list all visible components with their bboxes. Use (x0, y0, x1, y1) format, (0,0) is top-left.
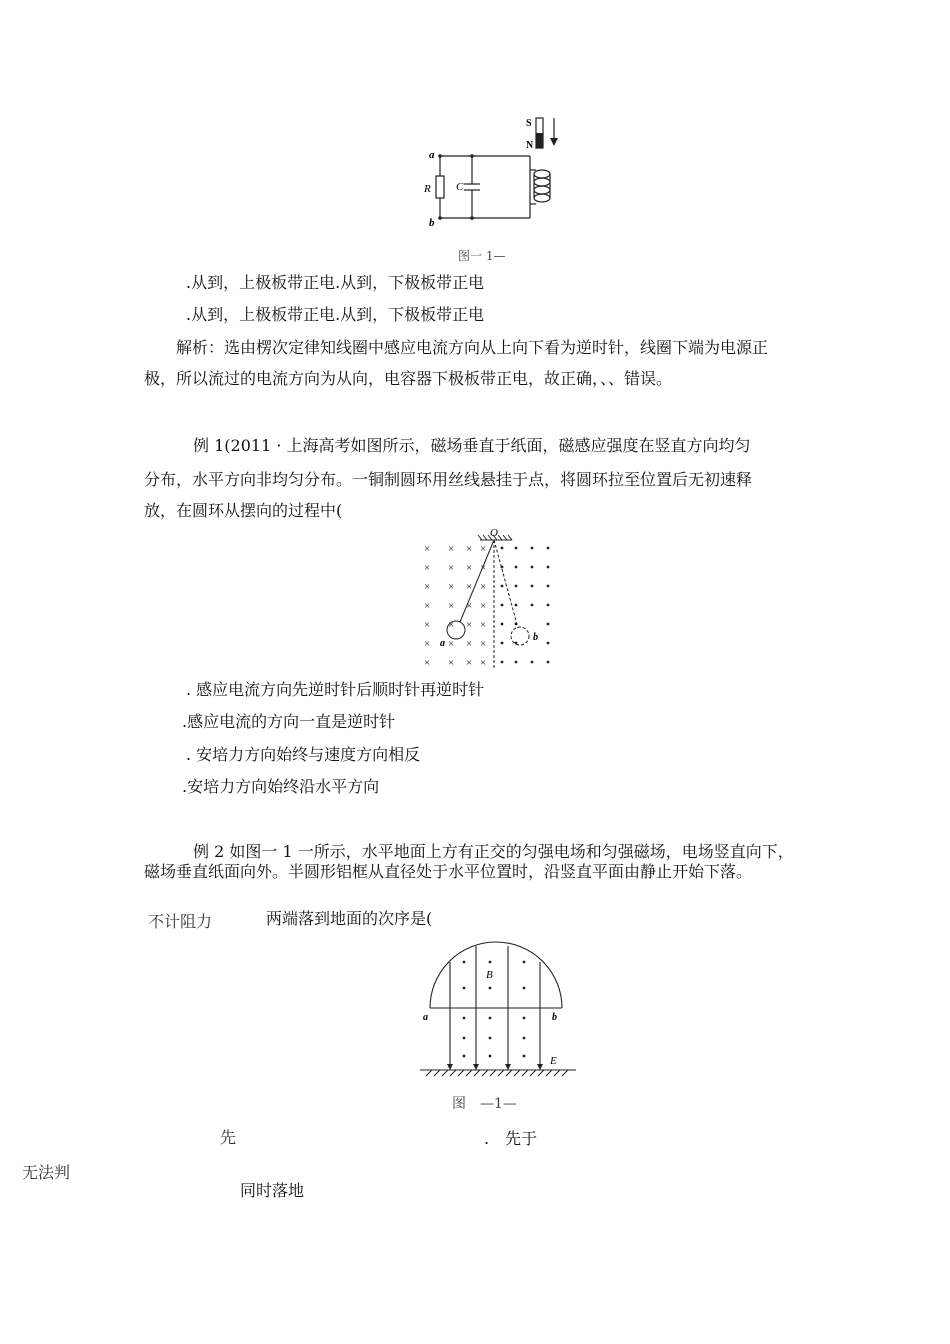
svg-text:×: × (466, 600, 473, 612)
analysis-line: 极，所以流过的电流方向为从向，电容器下极板带正电，故正确，、、错误。 (144, 369, 673, 388)
svg-text:×: × (480, 657, 487, 669)
circuit-figure (420, 108, 560, 238)
example2-option: . 先于 (484, 1129, 538, 1148)
svg-text:×: × (466, 543, 473, 555)
figure1-caption: 图一 1— (458, 249, 506, 263)
svg-text:×: × (466, 562, 473, 574)
figure3-caption: 图 —1— (452, 1096, 517, 1112)
label-a: a (429, 149, 435, 161)
example2-line: 例 2 如图一 1 一所示，水平地面上方有正交的匀强电场和匀强磁场，电场竖直向下， (193, 842, 794, 861)
example1-option: . 感应电流方向先逆时针后顺时针再逆时针 (186, 680, 485, 699)
analysis-line: 解析：选由楞次定律知线圈中感应电流方向从上向下看为逆时针，线圈下端为电源正 (176, 338, 769, 357)
svg-text:×: × (448, 638, 455, 650)
svg-text:×: × (466, 619, 473, 631)
svg-text:×: × (424, 562, 431, 574)
svg-text:×: × (448, 562, 455, 574)
label-a: a (440, 638, 445, 649)
svg-text:×: × (480, 619, 487, 631)
svg-text:×: × (480, 543, 487, 555)
example2-option: 同时落地 (240, 1181, 305, 1200)
svg-text:×: × (424, 581, 431, 593)
svg-text:×: × (480, 638, 487, 650)
label-R: R (424, 183, 431, 195)
label-b: b (429, 217, 435, 229)
svg-text:×: × (466, 638, 473, 650)
example1-option: . 安培力方向始终与速度方向相反 (186, 745, 421, 764)
svg-text:×: × (448, 581, 455, 593)
label-E: E (550, 1055, 557, 1067)
example2-option: 先 (220, 1128, 237, 1147)
example1-option: .安培力方向始终沿水平方向 (182, 777, 380, 796)
svg-text:×: × (424, 619, 431, 631)
option-line: .从到，上极板带正电.从到，下极板带正电 (186, 305, 485, 324)
label-O: O (490, 528, 498, 539)
label-b: b (552, 1012, 557, 1023)
svg-text:×: × (480, 600, 487, 612)
svg-text:×: × (448, 619, 455, 631)
example2-line: 磁场垂直纸面向外。半圆形铝框从直径处于水平位置时，沿竖直平面由静止开始下落。 (144, 862, 753, 881)
svg-text:×: × (424, 600, 431, 612)
label-C: C (456, 181, 464, 193)
label-N: N (526, 140, 534, 151)
example2-line: 不计阻力 (148, 912, 213, 931)
label-b: b (533, 632, 538, 643)
svg-text:×: × (480, 562, 487, 574)
example2-line: 两端落到地面的次序是( (266, 909, 433, 928)
example1-line: 例 1(2011 · 上海高考如图所示，磁场垂直于纸面，磁感应强度在竖直方向均匀 (193, 436, 751, 455)
example1-line: 分布，水平方向非均匀分布。一铜制圆环用丝线悬挂于点，将圆环拉至位置后无初速释 (144, 470, 753, 489)
svg-text:×: × (448, 600, 455, 612)
svg-text:×: × (466, 657, 473, 669)
option-line: .从到，上极板带正电.从到，下极板带正电 (186, 273, 485, 292)
svg-text:×: × (424, 638, 431, 650)
svg-text:×: × (424, 543, 431, 555)
pendulum-figure (420, 528, 560, 673)
label-S: S (526, 118, 532, 129)
example1-option: .感应电流的方向一直是逆时针 (182, 712, 396, 731)
svg-text:×: × (480, 581, 487, 593)
svg-text:×: × (448, 543, 455, 555)
svg-text:×: × (466, 581, 473, 593)
svg-text:×: × (424, 657, 431, 669)
semicircle-figure (418, 940, 578, 1080)
example1-line: 放，在圆环从摆向的过程中( (144, 501, 343, 520)
label-a: a (423, 1012, 428, 1023)
svg-text:×: × (448, 657, 455, 669)
label-B: B (486, 969, 493, 981)
example2-option: 无法判 (22, 1163, 71, 1182)
